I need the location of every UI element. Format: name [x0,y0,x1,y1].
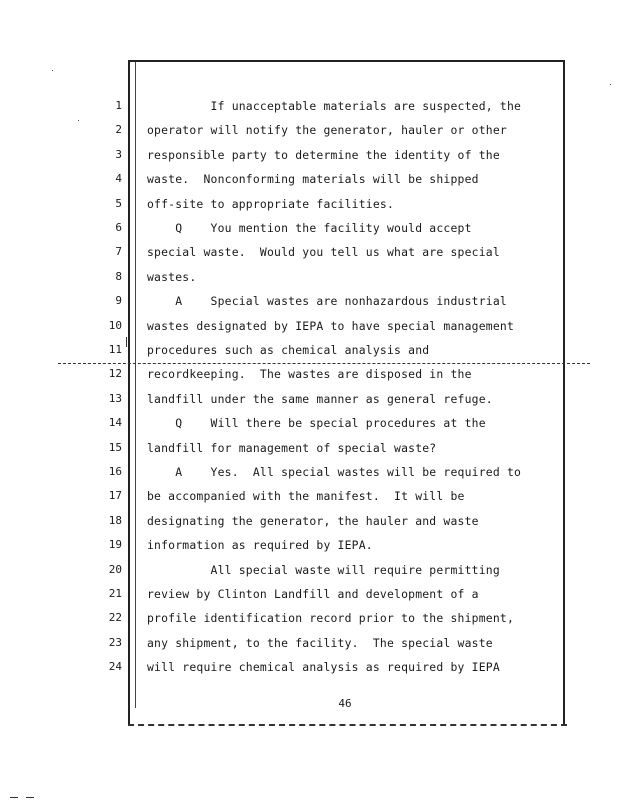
line-number: 17 [108,489,122,502]
line-number: 16 [108,465,122,478]
line-text: designating the generator, the hauler and waste [147,514,479,528]
line-number: 1 [115,99,122,112]
scan-speck [78,120,79,121]
line-number: 2 [115,123,122,136]
line-text: be accompanied with the manifest. It will be [147,489,465,503]
line-number: 12 [108,367,122,380]
line-number: 9 [115,294,122,307]
line-text: special waste. Would you tell us what are special [147,245,500,259]
line-number: 14 [108,416,122,429]
line-text: All special waste will require permitting [147,563,500,577]
line-number: 20 [108,563,122,576]
line-text: wastes. [147,270,197,284]
line-text: waste. Nonconforming materials will be shipped [147,172,479,186]
line-number: 15 [108,441,122,454]
line-text: information as required by IEPA. [147,538,373,552]
line-text: responsible party to determine the identity of the [147,148,500,162]
horizontal-dashed-line [58,363,590,364]
line-text: procedures such as chemical analysis and [147,343,430,357]
line-text: wastes designated by IEPA to have special management [147,319,515,333]
line-number: 22 [108,611,122,624]
line-text: Q Will there be special procedures at the [147,416,486,430]
line-text: review by Clinton Landfill and development of a [147,587,479,601]
line-number: 21 [108,587,122,600]
left-margin-rule [135,62,136,708]
page-number: 46 [338,697,352,710]
line-number: 18 [108,514,122,527]
scan-mark [10,797,18,798]
line-number: 8 [115,270,122,283]
line-number: 7 [115,245,122,258]
line-number: 3 [115,148,122,161]
margin-tick-mark [126,337,127,347]
line-number: 10 [108,319,122,332]
line-text: will require chemical analysis as required by IEPA [147,660,500,674]
scan-mark [26,797,34,798]
line-text: landfill for management of special waste? [147,441,437,455]
line-text: operator will notify the generator, hauler or other [147,123,507,137]
bottom-dashed-rule [128,724,567,726]
line-text: Q You mention the facility would accept [147,221,472,235]
line-number: 24 [108,660,122,673]
line-number: 4 [115,172,122,185]
line-text: A Yes. All special wastes will be required to [147,465,522,479]
line-text: A Special wastes are nonhazardous industrial [147,294,507,308]
line-text: off-site to appropriate facilities. [147,197,395,211]
line-text: landfill under the same manner as general refuge. [147,392,493,406]
line-number: 19 [108,538,122,551]
line-number: 6 [115,221,122,234]
line-number: 23 [108,636,122,649]
line-number: 13 [108,392,122,405]
line-text: recordkeeping. The wastes are disposed in the [147,367,472,381]
line-number: 5 [115,197,122,210]
line-text: any shipment, to the facility. The special waste [147,636,493,650]
line-number: 11 [108,343,122,356]
scan-speck [610,84,611,85]
line-text: profile identification record prior to the shipment, [147,611,515,625]
scan-speck [52,70,53,71]
line-text: If unacceptable materials are suspected, the [147,99,522,113]
